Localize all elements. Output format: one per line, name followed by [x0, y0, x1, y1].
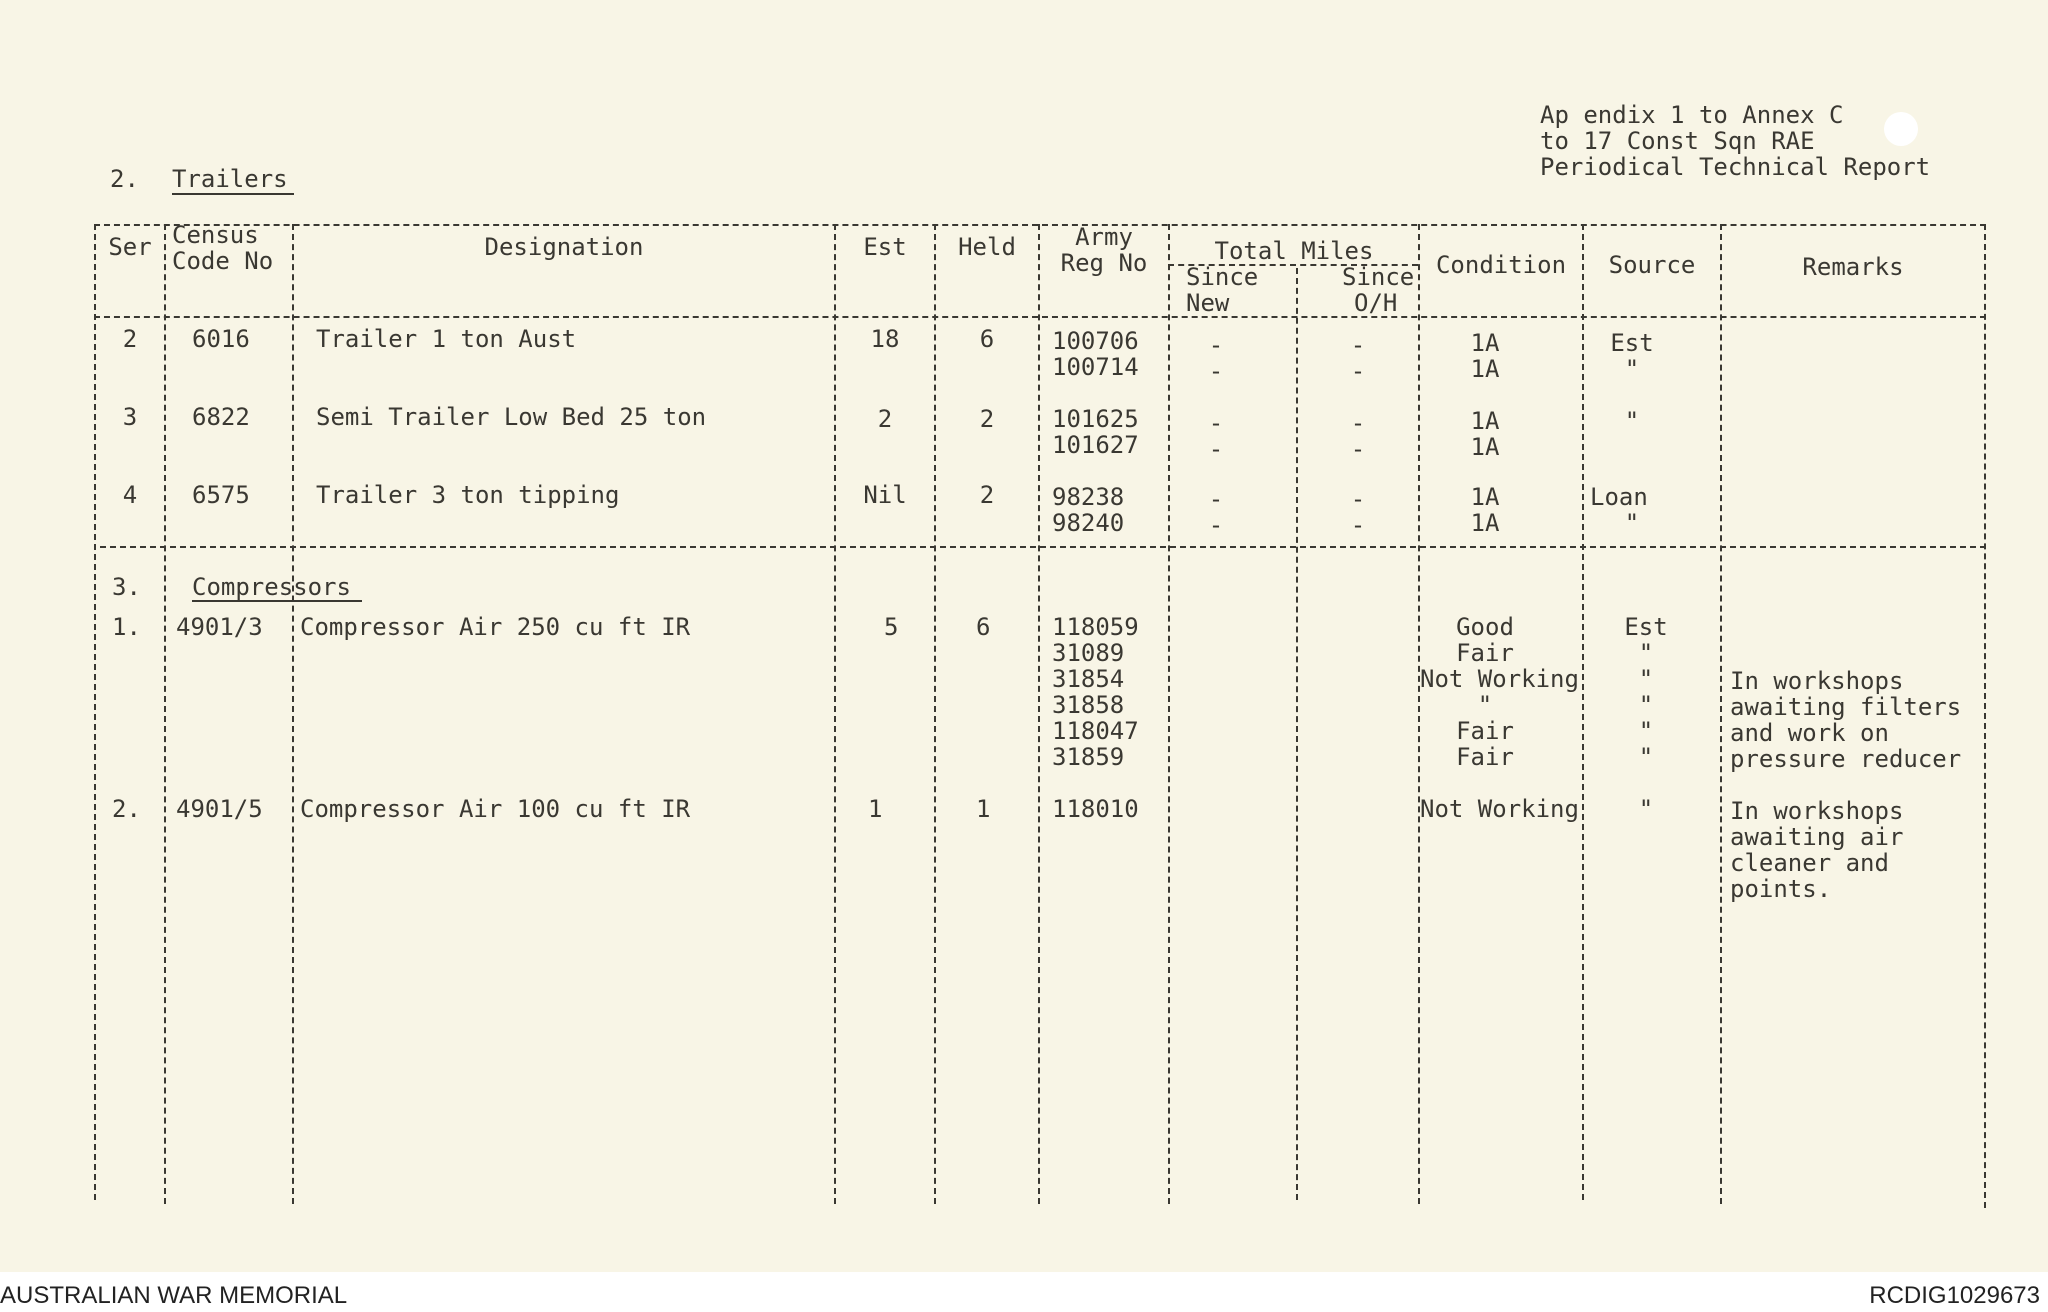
cell-held: 1 [976, 795, 991, 823]
cell-source: " [1624, 407, 1640, 435]
cell-since-new: - [1208, 511, 1224, 539]
column-rule [934, 224, 936, 1204]
cell-reg: 31858 [1052, 691, 1125, 719]
cell-held: 2 [979, 405, 995, 433]
cell-since-oh: - [1350, 511, 1366, 539]
cell-ser: 4 [122, 481, 138, 509]
cell-since-oh: - [1350, 357, 1366, 385]
column-rule [1984, 224, 1986, 1208]
header-held: Held [958, 233, 1016, 261]
section-number: 3. [112, 573, 141, 601]
cell-est: 5 [884, 613, 899, 641]
cell-code: 6016 [192, 325, 250, 353]
cell-since-oh: - [1350, 409, 1366, 437]
cell-source: " [1638, 795, 1654, 823]
cell-source: " [1624, 355, 1640, 383]
section-number: 2. [110, 165, 139, 193]
cell-reg: 118059 [1052, 613, 1139, 641]
column-rule [1038, 224, 1040, 1204]
cell-source: Est [1624, 613, 1668, 641]
cell-est: Nil [863, 481, 907, 509]
cell-est: 18 [870, 325, 900, 353]
cell-since-new: - [1208, 331, 1224, 359]
cell-est: 1 [868, 795, 883, 823]
cell-ser: 1. [112, 613, 141, 641]
cell-held: 6 [976, 613, 991, 641]
section-title-underline [172, 193, 294, 195]
cell-since-oh: - [1350, 331, 1366, 359]
column-rule [834, 224, 836, 1204]
cell-source: " [1638, 639, 1654, 667]
cell-remarks: points. [1730, 875, 1832, 903]
cell-reg: 101627 [1052, 431, 1139, 459]
cell-condition: Not Working [1420, 795, 1579, 823]
cell-since-oh: - [1350, 435, 1366, 463]
header-code-no: Code No [172, 247, 274, 275]
header-new: New [1186, 289, 1230, 317]
header-census: Census [172, 221, 259, 249]
cell-reg: 31859 [1052, 743, 1125, 771]
cell-since-new: - [1208, 435, 1224, 463]
cell-held: 2 [979, 481, 995, 509]
header-total-miles: Total Miles [1214, 237, 1374, 265]
cell-code: 6575 [192, 481, 250, 509]
cell-reg: 101625 [1052, 405, 1139, 433]
cell-source: Est [1610, 329, 1654, 357]
header-since-new: Since [1186, 263, 1259, 291]
header-condition: Condition [1435, 251, 1567, 279]
cell-designation: Semi Trailer Low Bed 25 ton [316, 403, 707, 431]
cell-code: 4901/5 [176, 795, 263, 823]
cell-code: 4901/3 [176, 613, 263, 641]
cell-condition: 1A [1470, 509, 1500, 537]
footer-right: RCDIG1029673 [1869, 1282, 2040, 1309]
header-ser: Ser [108, 233, 152, 261]
cell-remarks: In workshops [1730, 797, 1904, 825]
header-designation: Designation [484, 233, 644, 261]
cell-condition: 1A [1470, 329, 1500, 357]
cell-condition: Fair [1456, 639, 1514, 667]
cell-code: 6822 [192, 403, 250, 431]
cell-remarks: awaiting air [1730, 823, 1904, 851]
cell-remarks: pressure reducer [1730, 745, 1962, 773]
section-title: Trailers [172, 165, 288, 193]
header-reg-no: Reg No [1060, 249, 1148, 277]
cell-condition: Not Working [1420, 665, 1579, 693]
footer-left: AUSTRALIAN WAR MEMORIAL [0, 1282, 348, 1309]
column-rule [1720, 224, 1722, 1204]
header-bottom-rule [94, 316, 1986, 318]
appendix-line: Ap endix 1 to Annex C [1540, 101, 1844, 129]
header-oh: O/H [1354, 289, 1398, 317]
cell-condition: Good [1456, 613, 1514, 641]
cell-reg: 98240 [1052, 509, 1125, 537]
cell-since-new: - [1208, 485, 1224, 513]
header-since-oh: Since [1342, 263, 1415, 291]
cell-condition: 1A [1470, 433, 1500, 461]
cell-source: " [1624, 509, 1640, 537]
cell-reg: 98238 [1052, 483, 1125, 511]
cell-condition: 1A [1470, 407, 1500, 435]
cell-condition: 1A [1470, 483, 1500, 511]
cell-source: " [1638, 691, 1654, 719]
column-rule [94, 224, 96, 1200]
cell-remarks: cleaner and [1730, 849, 1889, 877]
column-rule [164, 224, 166, 1204]
cell-condition: Fair [1456, 743, 1514, 771]
appendix-line: to 17 Const Sqn RAE [1540, 127, 1815, 155]
cell-since-oh: - [1350, 485, 1366, 513]
header-source: Source [1608, 251, 1696, 279]
cell-designation: Compressor Air 250 cu ft IR [300, 613, 691, 641]
cell-reg: 118047 [1052, 717, 1139, 745]
section-title-underline [192, 600, 362, 602]
cell-designation: Compressor Air 100 cu ft IR [300, 795, 691, 823]
cell-source: " [1638, 717, 1654, 745]
header-est: Est [863, 233, 907, 261]
cell-designation: Trailer 1 ton Aust [316, 325, 577, 353]
cell-condition: " [1477, 691, 1493, 719]
cell-reg: 100706 [1052, 327, 1139, 355]
section-title: Compressors [192, 573, 351, 601]
cell-remarks: In workshops [1730, 667, 1904, 695]
cell-reg: 100714 [1052, 353, 1139, 381]
punch-hole [1884, 112, 1918, 146]
column-rule [1296, 268, 1298, 1200]
cell-ser: 2 [122, 325, 138, 353]
cell-condition: Fair [1456, 717, 1514, 745]
cell-reg: 31854 [1052, 665, 1125, 693]
cell-est: 2 [877, 405, 893, 433]
header-remarks: Remarks [1802, 253, 1904, 281]
cell-ser: 2. [112, 795, 141, 823]
cell-remarks: and work on [1730, 719, 1889, 747]
cell-ser: 3 [122, 403, 138, 431]
cell-since-new: - [1208, 357, 1224, 385]
cell-reg: 118010 [1052, 795, 1139, 823]
cell-source: " [1638, 743, 1654, 771]
cell-condition: 1A [1470, 355, 1500, 383]
cell-source: " [1638, 665, 1654, 693]
cell-since-new: - [1208, 409, 1224, 437]
column-rule [292, 224, 294, 1204]
appendix-line: Periodical Technical Report [1540, 153, 1931, 181]
cell-remarks: awaiting filters [1730, 693, 1962, 721]
cell-reg: 31089 [1052, 639, 1125, 667]
cell-source: Loan [1590, 483, 1648, 511]
header-army: Army [1075, 223, 1133, 251]
cell-designation: Trailer 3 ton tipping [316, 481, 620, 509]
cell-held: 6 [979, 325, 995, 353]
section-divider-rule [100, 546, 1986, 548]
